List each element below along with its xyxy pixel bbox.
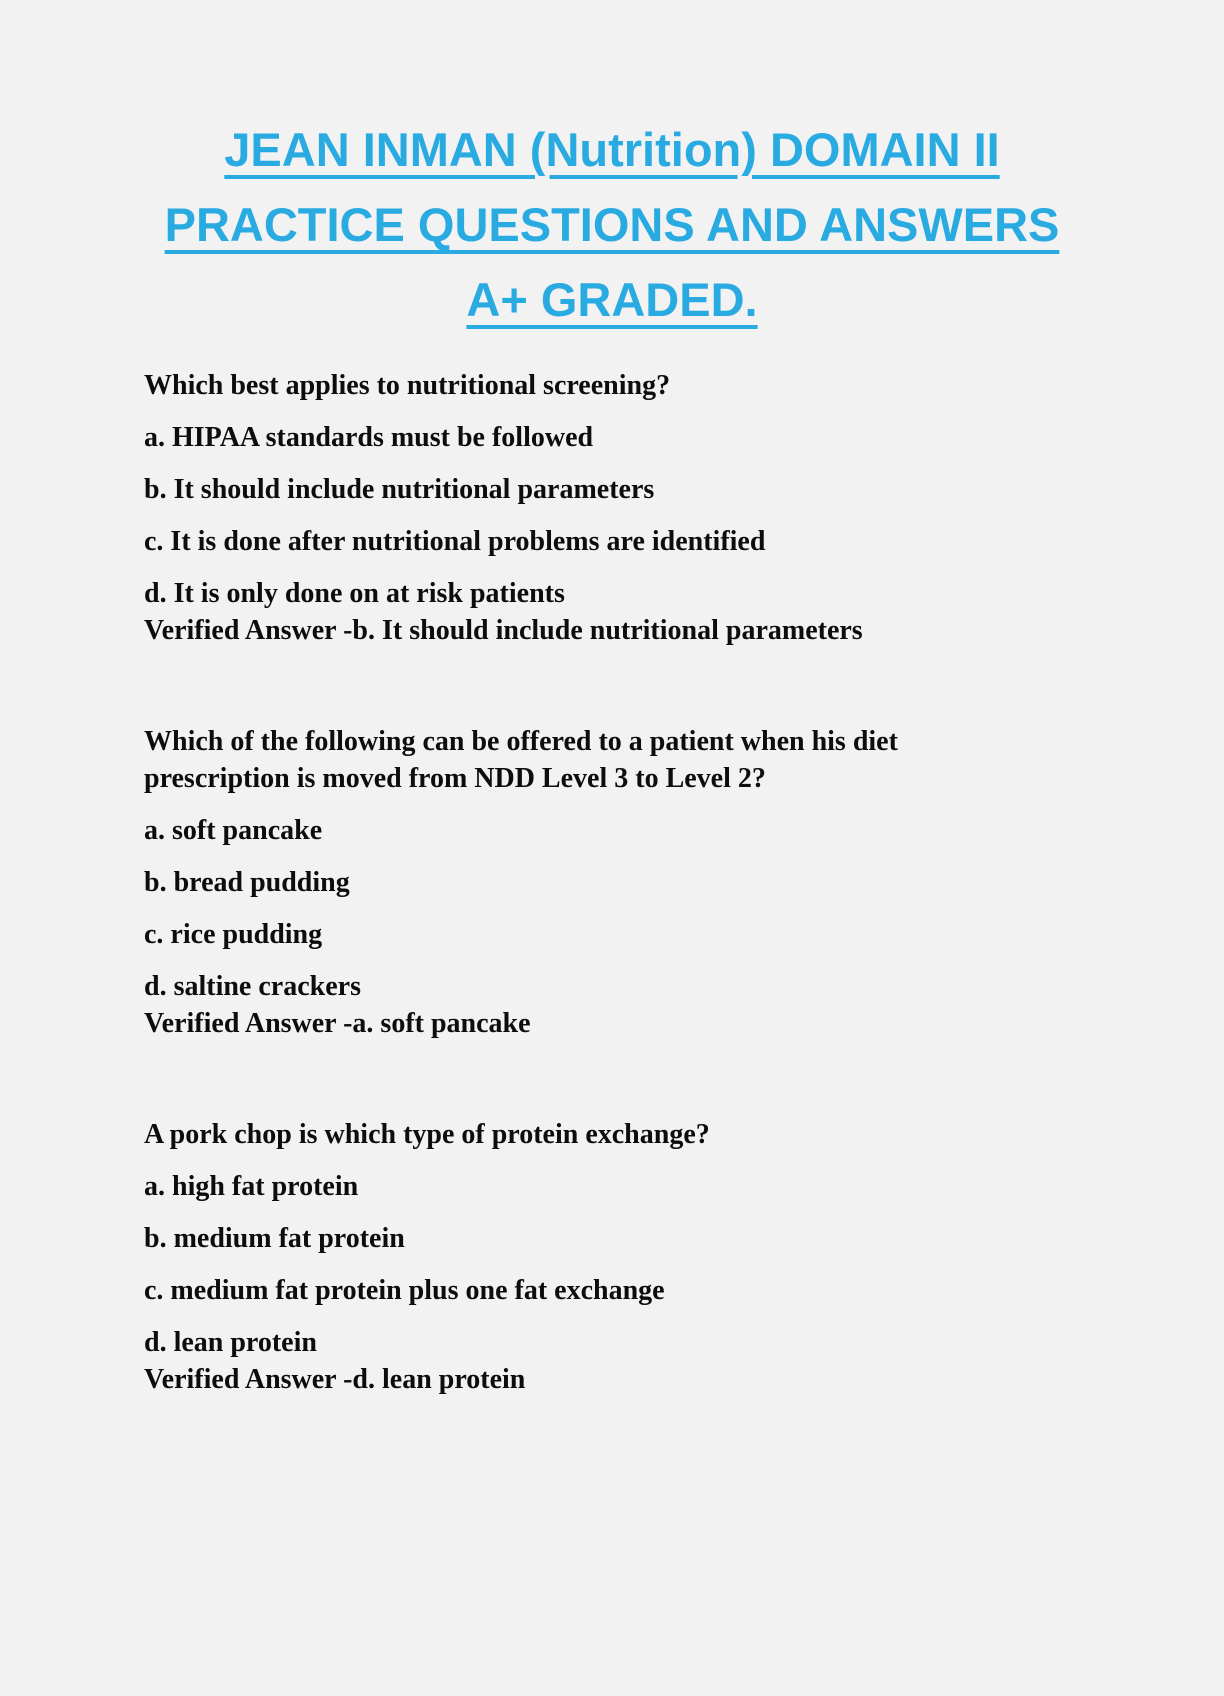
- question-block-1: [144, 367, 990, 649]
- title-line-3: A+ GRADED.: [466, 273, 758, 326]
- question-text: A pork chop is which type of protein exchange?: [144, 1119, 710, 1150]
- option-c: c. rice pudding: [144, 919, 323, 950]
- verified-answer: Verified Answer -a. soft pancake: [144, 1008, 531, 1039]
- option-b: b. It should include nutritional parameters: [144, 474, 655, 505]
- document-page: [0, 112, 1224, 1696]
- verified-answer: Verified Answer -d. lean protein: [144, 1364, 526, 1395]
- document-title: [60, 112, 1164, 337]
- verified-answer: Verified Answer -b. It should include nutritional parameters: [144, 615, 863, 646]
- question-text: Which best applies to nutritional screening?: [144, 370, 671, 401]
- option-c: c. medium fat protein plus one fat exchange: [144, 1275, 665, 1306]
- question-block-2: [144, 723, 990, 1042]
- option-d: d. saltine crackers: [144, 971, 361, 1002]
- document-body: [0, 367, 1110, 1398]
- option-a: a. HIPAA standards must be followed: [144, 422, 594, 453]
- option-a: a. high fat protein: [144, 1171, 359, 1202]
- option-d: d. It is only done on at risk patients: [144, 578, 565, 609]
- question-block-3: [144, 1116, 990, 1398]
- option-a: a. soft pancake: [144, 815, 323, 846]
- question-text: Which of the following can be offered to a patient when his diet prescription is moved from NDD Level 3 to Level 2?: [144, 726, 898, 794]
- option-b: b. bread pudding: [144, 867, 350, 898]
- title-line-1: JEAN INMAN (Nutrition) DOMAIN II: [224, 123, 1000, 176]
- option-c: c. It is done after nutritional problems are identified: [144, 526, 766, 557]
- option-b: b. medium fat protein: [144, 1223, 405, 1254]
- option-d: d. lean protein: [144, 1327, 317, 1358]
- title-line-2: PRACTICE QUESTIONS AND ANSWERS: [164, 198, 1060, 251]
